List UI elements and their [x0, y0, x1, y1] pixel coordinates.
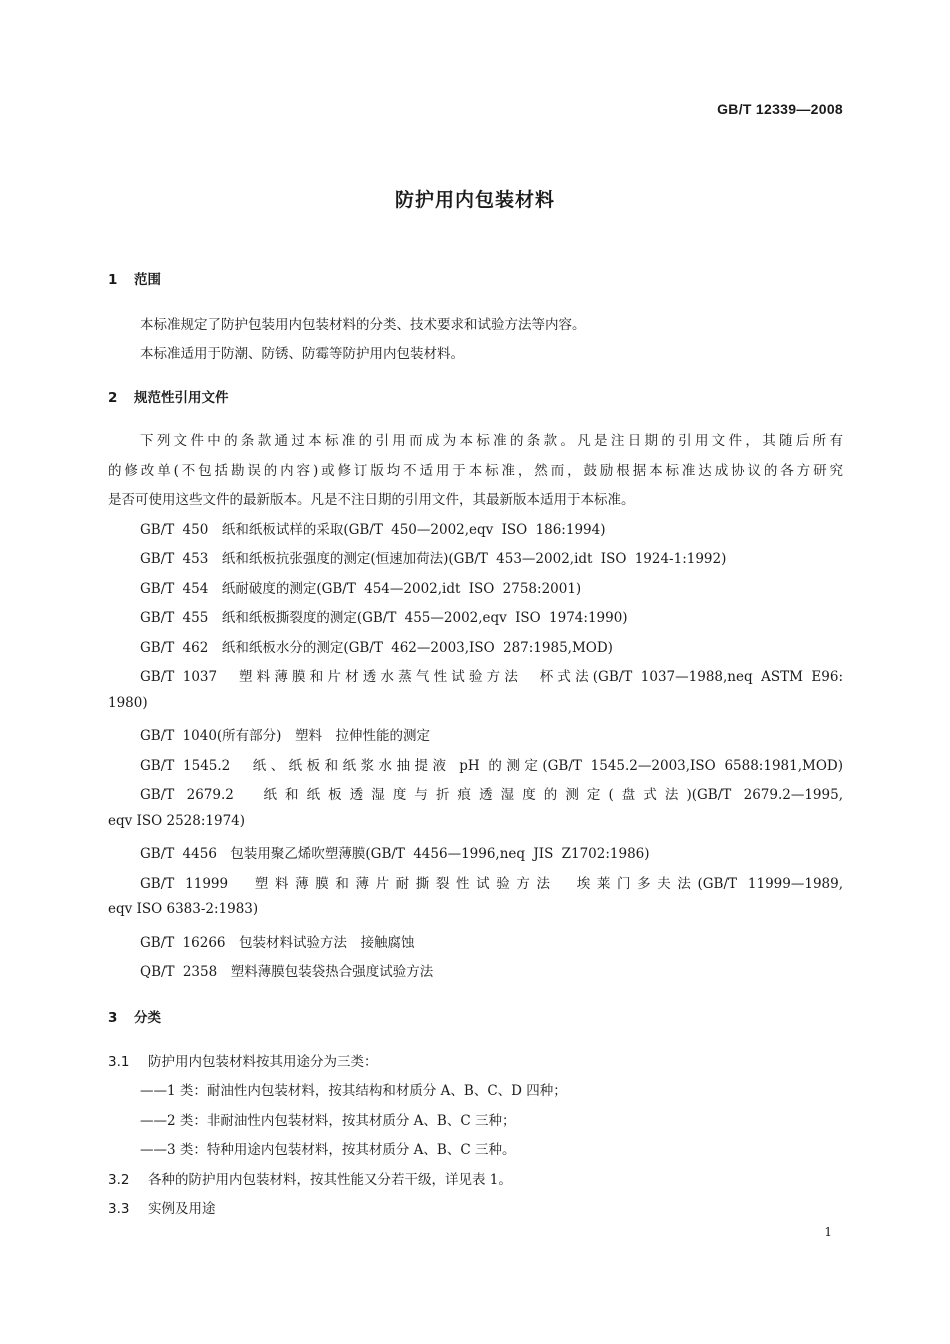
paragraph: 本标准规定了防护包装用内包装材料的分类、技术要求和试验方法等内容。	[140, 317, 586, 333]
section-number: 3	[108, 1010, 118, 1026]
section-title: 范围	[134, 272, 161, 288]
clause-text: 防护用内包装材料按其用途分为三类：	[148, 1054, 378, 1070]
section-number: 2	[108, 390, 118, 406]
clause-text: 实例及用途	[148, 1201, 216, 1217]
section-1-heading	[108, 268, 161, 288]
reference-item-continued: eqv ISO 6383-2:1983)	[108, 901, 259, 917]
reference-item-continued: eqv ISO 2528:1974)	[108, 813, 246, 829]
reference-item: QB/T 2358 塑料薄膜包装袋热合强度试验方法	[140, 964, 434, 980]
reference-item: GB/T 1545.2 纸、纸板和纸浆水抽提液 pH 的测定(GB/T 1545.2—2003,ISO 6588:1981,MOD)	[140, 758, 843, 774]
list-item: ——1 类：耐油性内包装材料，按其结构和材质分 A、B、C、D 四种；	[140, 1083, 567, 1099]
clause-number: 3.2	[108, 1172, 130, 1188]
reference-item: GB/T 11999 塑料薄膜和薄片耐撕裂性试验方法 埃莱门多夫法(GB/T 11999—1989,	[140, 876, 843, 892]
reference-item: GB/T 16266 包装材料试验方法 接触腐蚀	[140, 935, 415, 951]
clause-3-1	[108, 1050, 378, 1070]
clause-text: 各种的防护用内包装材料，按其性能又分若干级，详见表 1。	[148, 1172, 512, 1188]
section-2-heading	[108, 386, 229, 406]
paragraph-line: 是否可使用这些文件的最新版本。凡是不注日期的引用文件，其最新版本适用于本标准。	[108, 492, 635, 508]
clause-number: 3.3	[108, 1201, 130, 1217]
reference-item-continued: 1980)	[108, 695, 148, 711]
section-number: 1	[108, 272, 118, 288]
page-number: 1	[824, 1225, 832, 1239]
document-title: 防护用内包装材料	[394, 189, 555, 211]
section-title: 规范性引用文件	[134, 390, 229, 406]
reference-item: GB/T 450 纸和纸板试样的采取(GB/T 450—2002,eqv ISO 186:1994)	[140, 522, 606, 538]
reference-item: GB/T 1040(所有部分) 塑料 拉伸性能的测定	[140, 728, 430, 744]
reference-item: GB/T 462 纸和纸板水分的测定(GB/T 462—2003,ISO 287:1985,MOD)	[140, 640, 613, 656]
section-title: 分类	[134, 1010, 161, 1026]
reference-item: GB/T 1037 塑料薄膜和片材透水蒸气性试验方法 杯式法(GB/T 1037—1988,neq ASTM E96:	[140, 669, 843, 685]
clause-3-3	[108, 1197, 216, 1217]
list-item: ——3 类：特种用途内包装材料，按其材质分 A、B、C 三种。	[140, 1142, 516, 1158]
reference-item: GB/T 454 纸耐破度的测定(GB/T 454—2002,idt ISO 2758:2001)	[140, 581, 582, 597]
paragraph: 本标准适用于防潮、防锈、防霉等防护用内包装材料。	[140, 346, 464, 362]
section-3-heading	[108, 1006, 161, 1026]
reference-item: GB/T 455 纸和纸板撕裂度的测定(GB/T 455—2002,eqv ISO 1974:1990)	[140, 610, 628, 626]
clause-3-2	[108, 1168, 512, 1188]
reference-item: GB/T 4456 包装用聚乙烯吹塑薄膜(GB/T 4456—1996,neq JIS Z1702:1986)	[140, 846, 650, 862]
reference-item: GB/T 2679.2 纸和纸板透湿度与折痕透湿度的测定(盘式法)(GB/T 2679.2—1995,	[140, 787, 843, 803]
paragraph-line: 的修改单(不包括勘误的内容)或修订版均不适用于本标准，然而，鼓励根据本标准达成协议的各方研究	[108, 463, 843, 479]
list-item: ——2 类：非耐油性内包装材料，按其材质分 A、B、C 三种；	[140, 1113, 516, 1129]
standard-number: GB/T 12339—2008	[717, 101, 843, 117]
paragraph-line: 下列文件中的条款通过本标准的引用而成为本标准的条款。凡是注日期的引用文件，其随后所有	[140, 433, 843, 449]
clause-number: 3.1	[108, 1054, 130, 1070]
reference-item: GB/T 453 纸和纸板抗张强度的测定(恒速加荷法)(GB/T 453—2002,idt ISO 1924-1:1992)	[140, 551, 727, 567]
